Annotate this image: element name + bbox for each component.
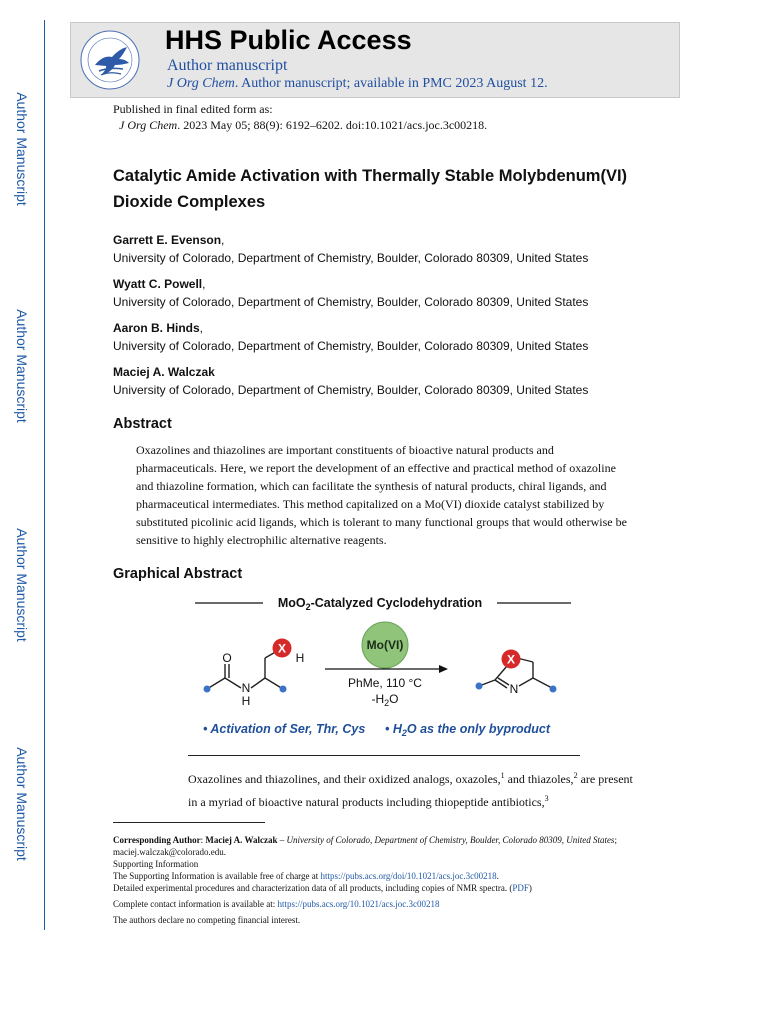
scheme-footer-activation: • Activation of Ser, Thr, Cys xyxy=(203,722,366,736)
published-note: Published in final edited form as: J Org Chem. 2023 May 05; 88(9): 6192–6202. doi:10.1021/acs.joc.3c00218. xyxy=(113,102,488,132)
rail-label-3: Author Manuscript xyxy=(14,528,30,642)
article-title: Catalytic Amide Activation with Thermally Stable Molybdenum(VI) Dioxide Complexes xyxy=(113,167,628,211)
arrow-head-icon xyxy=(439,665,448,673)
manuscript-label: Author manuscript xyxy=(167,57,288,74)
pmc-availability: J Org Chem. Author manuscript; available in PMC 2023 August 12. xyxy=(167,76,548,91)
published-citation: J Org Chem. 2023 May 05; 88(9): 6192–6202. doi:10.1021/acs.joc.3c00218. xyxy=(119,118,488,132)
introduction-paragraph: Oxazolines and thiazolines, and their oxidized analogs, oxazoles,$^1$ and thiazoles,$^2$ are present in a myriad of bioactive natural products including thiopeptide antibiotics,$^3$ xyxy=(188,771,633,809)
condition-water-loss: $-H_2O$ xyxy=(371,692,399,708)
substituent-node xyxy=(204,686,211,693)
footnotes xyxy=(113,834,653,926)
si-link[interactable]: https://pubs.acs.org/doi/10.1021/acs.joc.3c00218 xyxy=(320,871,497,881)
scheme-title: MoO$_2$-Catalyzed Cyclodehydration xyxy=(277,596,483,612)
substituent-node xyxy=(476,683,483,690)
si-availability: The Supporting Information is available free of charge at https://pubs.acs.org/doi/10.1021/acs.joc.3c00218. xyxy=(113,871,499,881)
atom-nitrogen: N xyxy=(241,681,251,695)
rail-label-1: Author Manuscript xyxy=(14,92,30,206)
atom-oxygen: O xyxy=(222,651,232,665)
condition-temperature: PhMe, 110 °C xyxy=(348,676,422,690)
author-entry: Maciej A. Walczak University of Colorado, Department of Chemistry, Boulder, Colorado 80309, United States xyxy=(113,365,589,397)
author-entry: Aaron B. Hinds, University of Colorado, Department of Chemistry, Boulder, Colorado 80309, United States xyxy=(113,321,589,353)
heteroatom-x-label: X xyxy=(506,652,516,667)
si-pdf-link[interactable]: PDF xyxy=(512,883,529,893)
hhs-header xyxy=(70,22,680,98)
si-title: Supporting Information xyxy=(113,859,199,869)
competing-interest: The authors declare no competing financial interest. xyxy=(113,915,301,925)
atom-nitrogen: N xyxy=(509,682,519,696)
atom-hydrogen: H xyxy=(295,651,305,665)
si-detail: Detailed experimental procedures and characterization data of all products, including copies of NMR spectra. (PDF) xyxy=(113,883,532,893)
graphical-abstract-heading: Graphical Abstract xyxy=(113,566,243,582)
corresponding-author: Corresponding Author: Maciej A. Walczak – University of Colorado, Department of Chemistry, Boulder, Colorado 80309, United States; maciej.walczak@colorado.edu. xyxy=(113,835,617,857)
author-entry: Wyatt C. Powell, University of Colorado, Department of Chemistry, Boulder, Colorado 80309, United States xyxy=(113,277,589,309)
substituent-node xyxy=(280,686,287,693)
rail-label-2: Author Manuscript xyxy=(14,309,30,423)
hhs-eagle-logo-icon xyxy=(79,29,141,91)
catalyst-label: Mo(VI) xyxy=(366,638,404,652)
atom-hydrogen: H xyxy=(241,694,251,708)
rail-divider xyxy=(44,20,45,930)
section-divider xyxy=(188,755,580,756)
reaction-scheme xyxy=(185,592,585,752)
hhs-title: HHS Public Access xyxy=(165,25,412,55)
rail-label-4: Author Manuscript xyxy=(14,747,30,861)
abstract-heading: Abstract xyxy=(113,416,172,432)
contact-info: Complete contact information is available at: https://pubs.acs.org/10.1021/acs.joc.3c00218 xyxy=(113,899,440,909)
contact-link[interactable]: https://pubs.acs.org/10.1021/acs.joc.3c00218 xyxy=(277,899,440,909)
scheme-footer-byproduct: • $H_2O$ as the only byproduct xyxy=(385,722,550,738)
substituent-node xyxy=(550,686,557,693)
abstract-text: Oxazolines and thiazolines are important constituents of bioactive natural products and pharmaceuticals. Here, we report the development of an effective and practical method of oxazoline and thiazoline formation, which can facilitate the synthesis of natural products, chiral ligands, and pharmaceutical intermediates. This method capitalized on a Mo(VI) dioxide catalyst stabilized by substituted picolinic acid ligands, which is tolerant to many functional groups that would otherwise be sensitive to highly electrophilic alternative reagents. xyxy=(136,443,627,547)
heteroatom-x-label: X xyxy=(277,641,287,656)
side-rail xyxy=(0,0,50,930)
footnote-rule xyxy=(113,822,265,823)
author-entry: Garrett E. Evenson, University of Colorado, Department of Chemistry, Boulder, Colorado 80309, United States xyxy=(113,233,589,265)
